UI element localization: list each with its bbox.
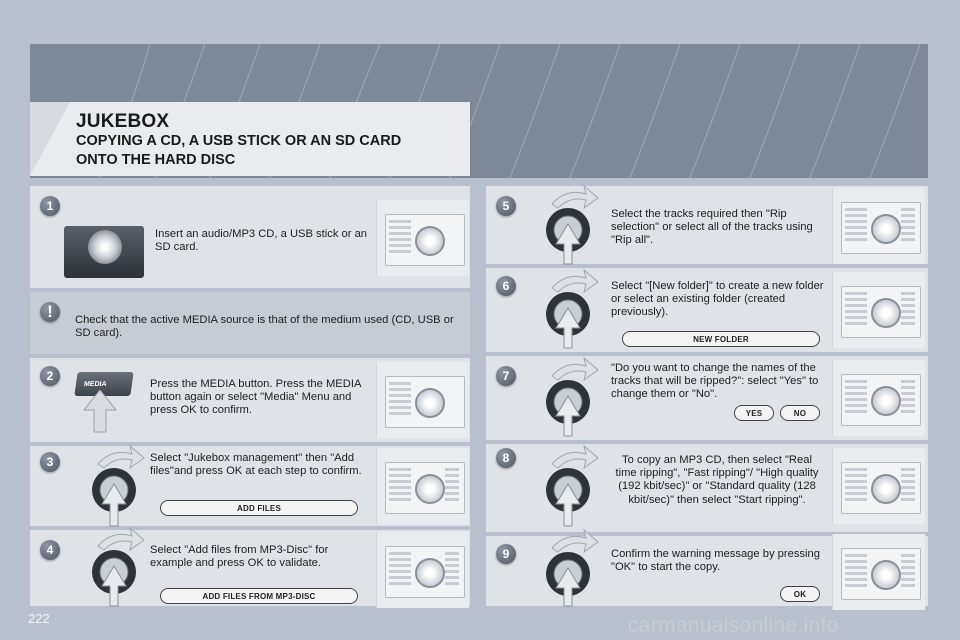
- new-folder-pill: NEW FOLDER: [622, 331, 820, 347]
- step-3-text: Select "Jukebox management" then "Add files"and press OK at each step to confirm.: [150, 452, 362, 478]
- radio-keys: [845, 554, 867, 588]
- radio-keys-right: [901, 554, 915, 588]
- step-8-text: To copy an MP3 CD, then select "Real time ripping", "Fast ripping"/ "High quality (192 kbit/sec)" or "Standard quality (128 kbit/sec)" then select "Start ripping".: [615, 454, 819, 506]
- up-arrow-icon: [80, 388, 120, 434]
- step-6-radio-image: [832, 272, 925, 348]
- radio-keys-right: [901, 468, 915, 502]
- warning-icon: !: [40, 302, 60, 322]
- radio-keys: [389, 552, 411, 586]
- add-files-pill: ADD FILES: [160, 500, 358, 516]
- rotary-dial-icon: [532, 444, 604, 528]
- step-6-text: Select "[New folder]" to create a new folder or select an existing folder (created previously).: [611, 280, 824, 319]
- radio-knob: [871, 298, 901, 328]
- radio-keys-right: [445, 552, 459, 586]
- radio-knob: [871, 560, 901, 590]
- step-8-radio-image: [832, 448, 925, 524]
- step-1-badge: 1: [40, 196, 60, 216]
- step-4-radio-image: [376, 532, 469, 608]
- ok-pill: OK: [780, 586, 820, 602]
- rotary-dial-icon: [78, 444, 150, 528]
- no-pill: NO: [780, 405, 820, 421]
- step-2-radio-image: [376, 362, 469, 438]
- radio-knob: [871, 214, 901, 244]
- radio-keys-right: [901, 380, 915, 414]
- step-1-radio-image: [376, 200, 469, 276]
- radio-keys: [845, 380, 867, 414]
- warning-text: Check that the active MEDIA source is that of the medium used (CD, USB or SD card).: [75, 314, 454, 340]
- radio-keys: [389, 220, 411, 254]
- step-5-badge: 5: [496, 196, 516, 216]
- step-7-text: "Do you want to change the names of the tracks that will be ripped?": select "Yes" to change them or "No".: [611, 362, 819, 401]
- step-6-badge: 6: [496, 276, 516, 296]
- step-3-radio-image: [376, 448, 469, 524]
- radio-knob: [871, 386, 901, 416]
- radio-knob: [415, 226, 445, 256]
- step-5-radio-image: [832, 188, 925, 264]
- radio-knob: [415, 558, 445, 588]
- radio-keys: [845, 208, 867, 242]
- step-3-badge: 3: [40, 452, 60, 472]
- rotary-dial-icon: [78, 526, 150, 610]
- radio-keys-right: [901, 292, 915, 326]
- rotary-dial-icon: [532, 184, 604, 268]
- radio-keys: [389, 382, 411, 416]
- step-7-radio-image: [832, 360, 925, 436]
- step-7-badge: 7: [496, 366, 516, 386]
- page-title: JUKEBOX: [76, 111, 170, 132]
- step-4-text: Select "Add files from MP3-Disc" for example and press OK to validate.: [150, 544, 329, 570]
- radio-keys-right: [445, 468, 459, 502]
- step-2-text: Press the MEDIA button. Press the MEDIA button again or select "Media" Menu and press OK to confirm.: [150, 378, 361, 417]
- step-2-badge: 2: [40, 366, 60, 386]
- step-9-text: Confirm the warning message by pressing "OK" to start the copy.: [611, 548, 820, 574]
- add-files-from-mp3-disc-pill: ADD FILES FROM MP3-DISC: [160, 588, 358, 604]
- cd-player-image: [64, 226, 144, 278]
- page-subtitle-line1: COPYING A CD, A USB STICK OR AN SD CARD: [76, 133, 402, 149]
- rotary-dial-icon: [532, 528, 604, 612]
- yes-pill: YES: [734, 405, 774, 421]
- radio-keys: [389, 468, 411, 502]
- watermark: carmanualsonline.info: [628, 614, 839, 637]
- step-9-radio-image: [832, 534, 925, 610]
- radio-keys: [845, 292, 867, 326]
- step-4-badge: 4: [40, 540, 60, 560]
- radio-knob: [415, 388, 445, 418]
- rotary-dial-icon: [532, 356, 604, 440]
- page-number: 222: [28, 611, 50, 626]
- media-button-image: MEDIA: [74, 372, 133, 396]
- step-5-text: Select the tracks required then "Rip selection" or select all of the tracks using "Rip all".: [611, 208, 813, 247]
- step-9-badge: 9: [496, 544, 516, 564]
- cd-disc-icon: [88, 230, 122, 264]
- radio-knob: [871, 474, 901, 504]
- step-1-text: Insert an audio/MP3 CD, a USB stick or an SD card.: [155, 228, 368, 254]
- page-subtitle-line2: ONTO THE HARD DISC: [76, 152, 236, 168]
- radio-knob: [415, 474, 445, 504]
- rotary-dial-icon: [532, 268, 604, 352]
- step-8-badge: 8: [496, 448, 516, 468]
- radio-keys-right: [901, 208, 915, 242]
- radio-keys: [845, 468, 867, 502]
